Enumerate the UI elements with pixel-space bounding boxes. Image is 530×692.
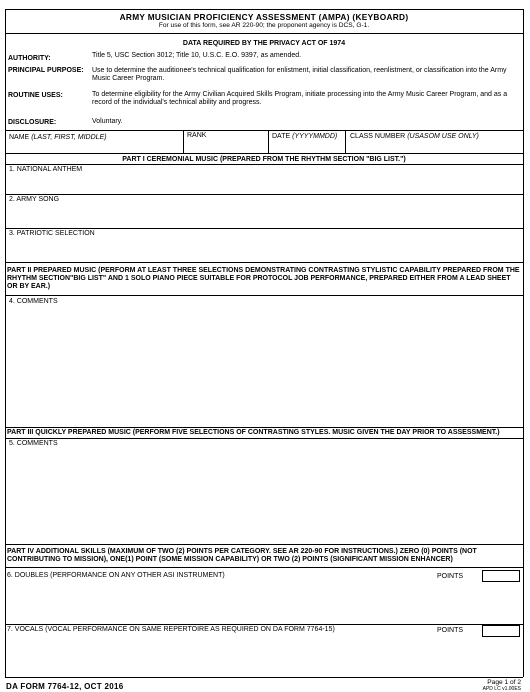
item6-divider <box>5 624 523 625</box>
name-rank-divider <box>183 130 184 153</box>
form-subtitle: For use of this form, see AR 220-90; the proponent agency is DCS, G-1. <box>158 22 370 29</box>
name-label: NAME <box>9 134 30 141</box>
class-hint: (USASOM USE ONLY) <box>407 133 479 140</box>
item5-comments[interactable]: 5. COMMENTS <box>9 440 58 447</box>
item6-points-label: POINTS <box>437 573 464 580</box>
part2-heading: PART II PREPARED MUSIC (PERFORM AT LEAST THREE SELECTIONS DEMONSTRATING CONTRASTING STYLISTIC CAPABILITY PREPARED FROM THE RHYTHM SECTION"BIG LIST" AND 1 SOLO PIANO PIECE SUITABLE FOR PROTOCOL JOB PERFORMANCE, PREPARED EITHER FROM A LEAD SHEET OR BY EAR.) <box>7 267 520 290</box>
routine-label: ROUTINE USES: <box>8 92 63 99</box>
name-hint: (LAST, FIRST, MIDDLE) <box>31 134 107 141</box>
routine-text: To determine eligibility for the Army Civilian Acquired Skills Program, initiate processing into the Army Music Career Program, and as a record of the individual's technical ability and progress. <box>92 91 508 106</box>
form-title: ARMY MUSICIAN PROFICIENCY ASSESSMENT (AMPA) (KEYBOARD) <box>119 12 409 22</box>
class-label: CLASS NUMBER <box>350 133 406 140</box>
date-hint: (YYYYMMDD) <box>292 133 338 140</box>
form-version: APD LC v1.00ES <box>482 686 521 692</box>
part3-heading-divider <box>5 438 523 439</box>
rank-label[interactable]: RANK <box>187 132 207 139</box>
item4-comments[interactable]: 4. COMMENTS <box>9 298 58 305</box>
purpose-text: Use to determine the auditionee's technical qualification for enlistment, initial classification, reenlistment, or classification into the Army Music Career Program. <box>92 67 507 82</box>
authority-label: AUTHORITY: <box>8 55 51 62</box>
right-border <box>523 9 524 677</box>
part4-heading: PART IV ADDITIONAL SKILLS (MAXIMUM OF TWO (2) POINTS PER CATEGORY. SEE AR 220-90 FOR INSTRUCTIONS.) ZERO (0) POINTS (NOT CONTRIBUTING TO MISSION), ONE(1) POINT (SOME MISSION CAPABILITY) OR TWO (2) POINTS (SIGNIFICANT MISSION ENHANCER) <box>7 548 477 563</box>
page-number: Page 1 of 2 <box>487 679 521 686</box>
item7-points-label: POINTS <box>437 627 464 634</box>
left-border <box>5 9 6 677</box>
part4-heading-divider <box>5 567 523 568</box>
item3-patriotic-selection[interactable]: 3. PATRIOTIC SELECTION <box>9 230 95 237</box>
date-label: DATE <box>272 133 291 140</box>
item1-national-anthem[interactable]: 1. NATIONAL ANTHEM <box>9 166 83 173</box>
item3-divider <box>5 262 523 263</box>
item1-divider <box>5 194 523 195</box>
top-border <box>5 9 523 10</box>
privacy-heading: DATA REQUIRED BY THE PRIVACY ACT OF 1974 <box>182 40 346 47</box>
item2-divider <box>5 228 523 229</box>
bottom-border <box>5 677 523 678</box>
part1-heading: PART I CEREMONIAL MUSIC (PREPARED FROM THE RHYTHM SECTION "BIG LIST.") <box>122 156 406 163</box>
disclosure-text: Voluntary. <box>92 118 123 125</box>
purpose-label: PRINCIPAL PURPOSE: <box>8 67 84 74</box>
part2-heading-divider <box>5 295 523 296</box>
info-row-divider <box>5 153 523 154</box>
item7-points-box[interactable] <box>482 625 520 637</box>
item4-divider <box>5 427 523 428</box>
item7-vocals[interactable]: 7. VOCALS (VOCAL PERFORMANCE ON SAME REPERTOIRE AS REQUIRED ON DA FORM 7764-15) <box>7 626 335 633</box>
header-divider <box>5 33 523 34</box>
item5-divider <box>5 544 523 545</box>
name-field[interactable] <box>9 134 107 142</box>
authority-text: Title 5, USC Section 3012; Title 10, U.S.C. E.O. 9397, as amended. <box>92 52 302 59</box>
date-class-divider <box>345 130 346 153</box>
form-id: DA FORM 7764-12, OCT 2016 <box>6 682 124 691</box>
item6-doubles[interactable]: 6. DOUBLES (PERFORMANCE ON ANY OTHER ASI INSTRUMENT) <box>7 572 225 579</box>
item2-army-song[interactable]: 2. ARMY SONG <box>9 196 60 203</box>
item6-points-box[interactable] <box>482 570 520 582</box>
disclosure-label: DISCLOSURE: <box>8 119 57 126</box>
date-field[interactable] <box>272 133 337 141</box>
part1-heading-divider <box>5 164 523 165</box>
rank-date-divider <box>268 130 269 153</box>
part3-heading: PART III QUICKLY PREPARED MUSIC (PERFORM FIVE SELECTIONS OF CONTRASTING STYLES. MUSIC GIVEN THE DAY PRIOR TO ASSESSMENT.) <box>7 429 500 436</box>
privacy-divider <box>5 130 523 131</box>
class-field[interactable] <box>350 133 479 141</box>
